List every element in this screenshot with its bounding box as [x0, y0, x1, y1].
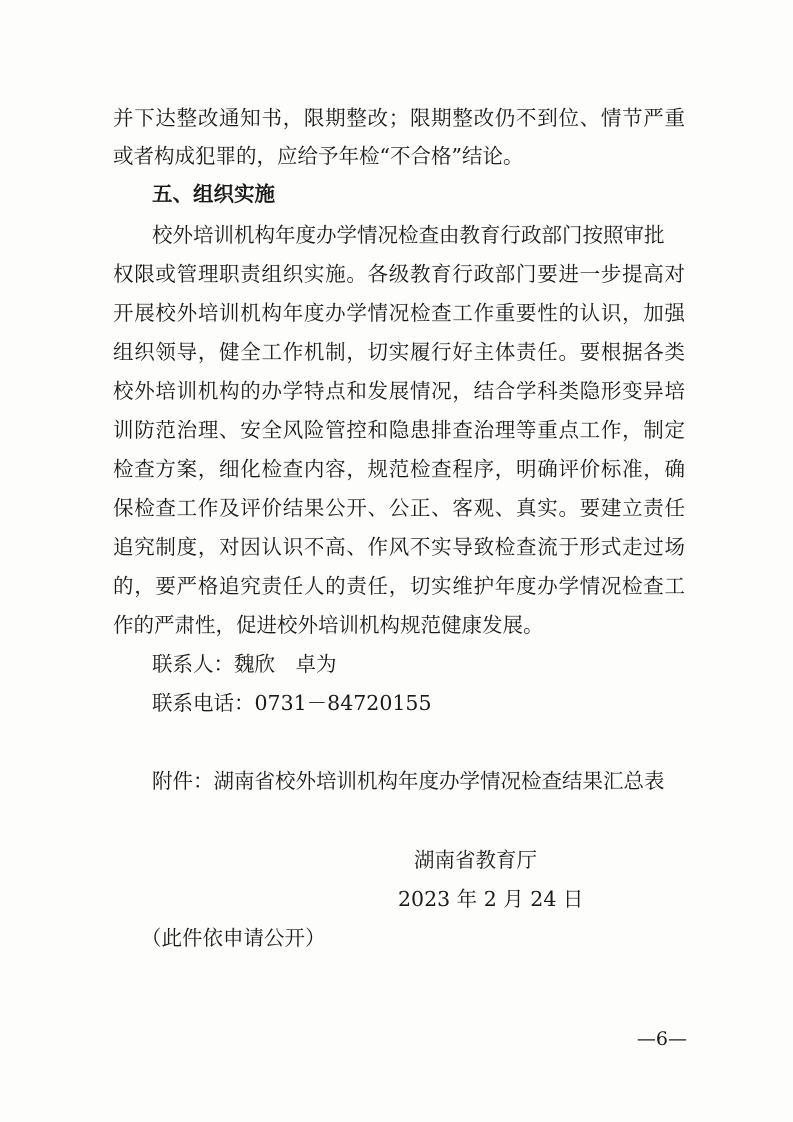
issuer-name: 湖南省教育厅 [414, 848, 537, 872]
text-line: 组织领导，健全工作机制，切实履行好主体责任。要根据各类 [113, 340, 685, 364]
text-line: 训防范治理、安全风险管控和隐患排查治理等重点工作，制定 [113, 418, 685, 442]
text-line: 保检查工作及评价结果公开、公正、客观、真实。要建立责任 [113, 496, 685, 520]
text-line: 的，要严格追究责任人的责任，切实维护年度办学情况检查工 [113, 574, 685, 598]
attachment-line: 附件：湖南省校外培训机构年度办学情况检查结果汇总表 [152, 769, 665, 793]
text-line: 开展校外培训机构年度办学情况检查工作重要性的认识，加强 [113, 301, 685, 325]
text-line: 检查方案，细化检查内容，规范检查程序，明确评价标准，确 [113, 457, 685, 481]
text-line: 权限或管理职责组织实施。各级教育行政部门要进一步提高对 [113, 262, 685, 286]
text-line: 作的严肃性，促进校外培训机构规范健康发展。 [113, 613, 544, 637]
paragraph-first-line: 校外培训机构年度办学情况检查由教育行政部门按照审批 [152, 223, 665, 247]
text-line: 追究制度，对因认识不高、作风不实导致检查流于形式走过场 [113, 535, 685, 559]
text-line: 或者构成犯罪的，应给予年检“不合格”结论。 [113, 144, 524, 168]
text-line: 并下达整改通知书，限期整改；限期整改仍不到位、情节严重 [113, 106, 685, 130]
contact-phone: 联系电话：0731－84720155 [152, 691, 432, 715]
text-line: 校外培训机构的办学特点和发展情况，结合学科类隐形变异培 [113, 379, 685, 403]
section-heading: 五、组织实施 [152, 182, 275, 206]
page-number: —6— [636, 1028, 687, 1050]
contact-person: 联系人：魏欣 卓为 [152, 652, 337, 676]
issue-date: 2023 年 2 月 24 日 [398, 887, 584, 911]
disclosure-note: （此件依申请公开） [141, 926, 326, 950]
